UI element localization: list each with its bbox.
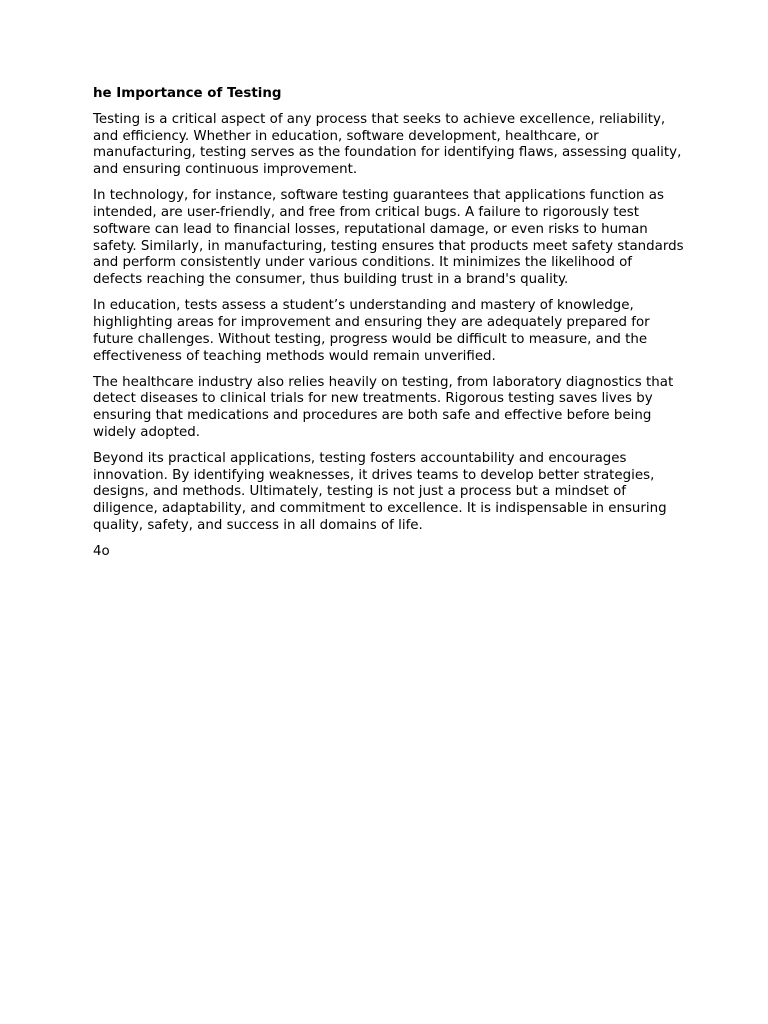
document-title: he Importance of Testing bbox=[93, 86, 282, 101]
paragraph-education: In education, tests assess a student’s understanding and mastery of knowledge, highlighting areas for improvement and ensuring they are adequately prepared for future challenges. Without testing, progress would be difficult to measure, and the effectiveness of teaching methods would remain unverified. bbox=[93, 298, 650, 364]
paragraph-healthcare: The healthcare industry also relies heavily on testing, from laboratory diagnostics that detect diseases to clinical trials for new treatments. Rigorous testing saves lives by ensuring that medications and procedures are both safe and effective before being widely adopted. bbox=[93, 374, 674, 440]
paragraph-technology: In technology, for instance, software testing guarantees that applications function as intended, are user-friendly, and free from critical bugs. A failure to rigorously test software can lead to financial losses, reputational damage, or even risks to human safety. Similarly, in manufacturing, testing ensures that products meet safety standards and perform consistently under various conditions. It minimizes the likelihood of defects reaching the consumer, thus building trust in a brand's quality. bbox=[93, 188, 684, 288]
paragraph-intro: Testing is a critical aspect of any process that seeks to achieve excellence, reliability, and efficiency. Whether in education, software development, healthcare, or manufacturing, testing serves as the foundation for identifying flaws, assessing quality, and ensuring continuous improvement. bbox=[93, 111, 682, 178]
document-page bbox=[93, 86, 685, 570]
paragraph-conclusion: Beyond its practical applications, testing fosters accountability and encourages innovation. By identifying weaknesses, it drives teams to develop better strategies, designs, and methods. Ultimately, testing is not just a process but a mindset of diligence, adaptability, and commitment to excellence. It is indispensable in ensuring quality, safety, and success in all domains of life. bbox=[93, 450, 667, 534]
footer-note: 4o bbox=[93, 544, 110, 560]
